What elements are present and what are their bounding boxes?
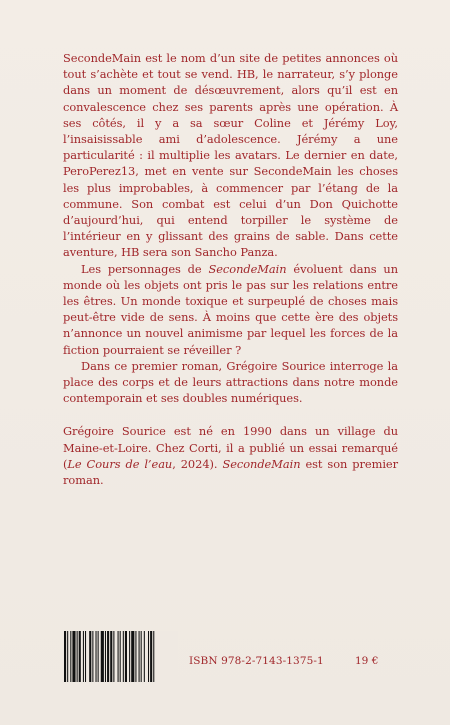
barcode-bar xyxy=(92,631,93,682)
barcode-bar xyxy=(89,631,91,682)
title-ref: SecondeMain xyxy=(253,164,332,179)
barcode-graphic xyxy=(63,631,178,682)
barcode-bar xyxy=(72,631,75,682)
barcode-bar xyxy=(131,631,134,682)
blurb-paragraph-3: Dans ce premier roman, Grégoire Sourice interroge la place des corps et de leurs attractions dans notre monde contemporain et ses doubles numériques. xyxy=(63,358,398,406)
barcode-bar xyxy=(83,631,84,682)
barcode-bar xyxy=(107,631,109,682)
barcode-bar xyxy=(118,631,119,682)
novel-title: SecondeMain xyxy=(222,456,301,471)
barcode-bar xyxy=(110,631,112,682)
author-bio: Grégoire Sourice est né en 1990 dans un village du Maine-et-Loire. Chez Corti, il a publié un essai remarqué (Le Cours de l’eau, 2024). SecondeMain est son premier roman. xyxy=(63,424,399,488)
barcode-bar xyxy=(120,631,121,682)
barcode-bar xyxy=(113,631,114,682)
title-ref: SecondeMain xyxy=(63,51,142,65)
barcode-bar xyxy=(123,631,124,682)
barcode-bar xyxy=(96,631,97,682)
barcode-bar xyxy=(135,631,136,682)
barcode-bar xyxy=(70,631,71,682)
barcode-bar xyxy=(98,631,99,682)
barcode-bar xyxy=(105,631,106,682)
essay-title: Le Cours de l’eau xyxy=(67,456,173,471)
title-ref-italic: SecondeMain xyxy=(208,261,287,276)
barcode-bar xyxy=(150,631,152,682)
blurb-paragraph-1: SecondeMain est le nom d’un site de petites annonces où tout s’achète et tout se vend. HB, le narrateur, s’y plonge dans un moment de désœuvrement, alors qu’il est en convalescence chez ses parents après une opération. À ses côtés, il y a sa sœur Coline et Jérémy Loy, l’insaisissable ami d’adolescence. Jérémy a une particularité : il multiplie les avatars. Le dernier en date, PeroPerez13, met en vente sur SecondeMain les choses les plus improbables, à commencer par l’étang de la commune. Son combat est celui d’un Don Quichotte d’aujourd’hui, qui entend torpiller le système de l’intérieur en y glissant des grains de sable. Dans cette aventure, HB sera son Sancho Panza. xyxy=(63,51,398,260)
barcode-bar xyxy=(79,631,81,682)
isbn: ISBN 978-2-7143-1375-1 xyxy=(189,655,324,667)
blurb-text xyxy=(63,50,398,488)
barcode xyxy=(63,631,178,682)
blurb-paragraph-2: Les personnages de SecondeMain évoluent dans un monde où les objets ont pris le pas sur les relations entre les êtres. Un monde toxique et surpeuplé de choses mais peut-être vide de sens. À moins que cette ère des objets n’annonce un nouvel animisme par lequel les forces de la fiction pourraient se réveiller ? xyxy=(63,261,398,357)
barcode-bar xyxy=(141,631,142,682)
barcode-bar xyxy=(101,631,104,682)
barcode-bar xyxy=(144,631,145,682)
barcode-bar xyxy=(139,631,140,682)
barcode-bar xyxy=(129,631,130,682)
barcode-bar xyxy=(85,631,86,682)
barcode-bar xyxy=(148,631,149,682)
barcode-bar xyxy=(64,631,66,682)
barcode-bar xyxy=(153,631,154,682)
price: 19 € xyxy=(355,655,379,667)
barcode-bar xyxy=(77,631,78,682)
barcode-bar xyxy=(125,631,127,682)
barcode-bar xyxy=(67,631,68,682)
